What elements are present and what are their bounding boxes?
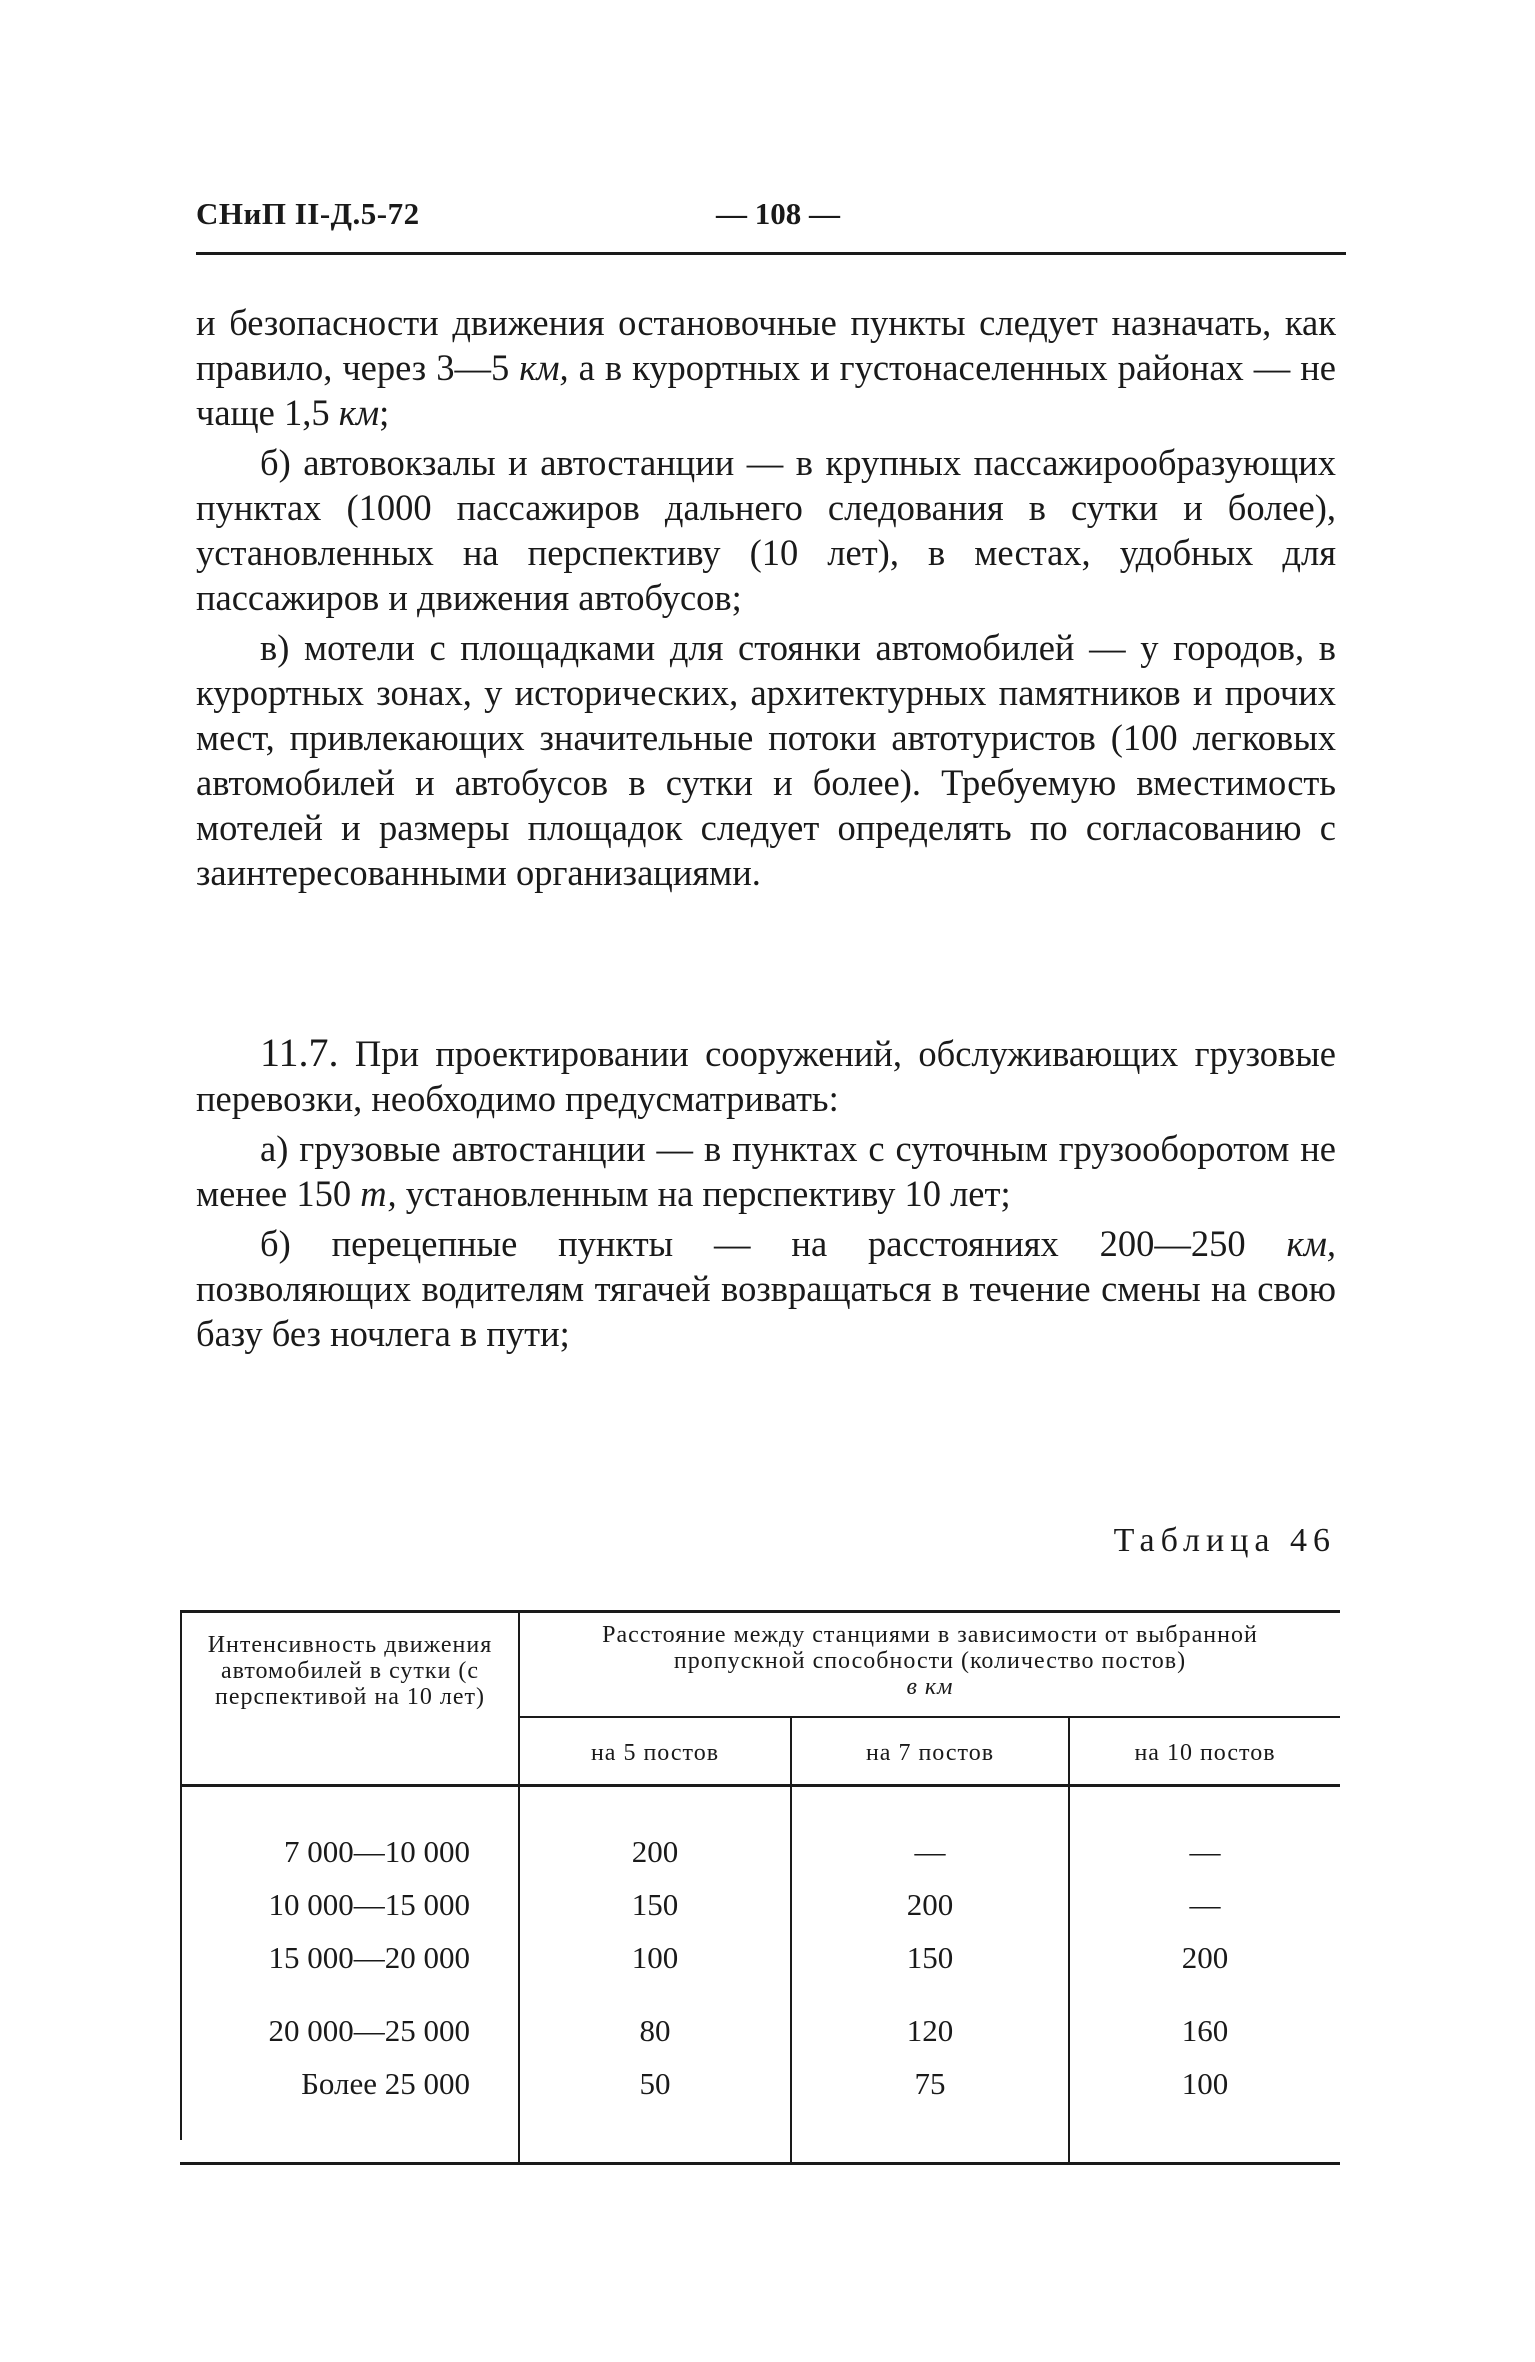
row-label: 7 000—10 000 bbox=[284, 1834, 470, 1869]
cell-5-posts: 200 bbox=[631, 1834, 679, 1869]
section-intro: 11.7. При проектировании сооружений, обслуживающих грузовые перевозки, необходимо предусматривать: bbox=[196, 1030, 1336, 1119]
section-item-b: б) перецепные пункты — на расстояниях 200—250 км, позволяющих водителям тягачей возвращаться в течение смены на свою базу без ночлега в пути; bbox=[196, 1223, 1336, 1354]
cell-10-posts: 160 bbox=[1181, 2013, 1229, 2048]
row-label: 20 000—25 000 bbox=[268, 2013, 470, 2048]
subheader-7-posts: на 7 постов bbox=[865, 1740, 995, 1766]
table-caption: Таблица 46 bbox=[1113, 1522, 1336, 1559]
row-label: Более 25 000 bbox=[301, 2066, 470, 2101]
document-code: СНиП II-Д.5-72 bbox=[196, 196, 420, 231]
header-rule bbox=[196, 252, 1346, 255]
row-label: 10 000—15 000 bbox=[268, 1887, 470, 1922]
page-number: — 108 — bbox=[716, 196, 840, 231]
cell-7-posts: 200 bbox=[906, 1887, 954, 1922]
section-11-7 bbox=[196, 1030, 1336, 1361]
page-header bbox=[196, 196, 1346, 244]
col-divider-2 bbox=[790, 1716, 792, 2165]
cell-7-posts: 120 bbox=[906, 2013, 954, 2048]
group-header: Расстояние между станциями в зависимости от выбранной пропускной способности (количество постов) в км bbox=[602, 1622, 1258, 1700]
data-table bbox=[180, 1610, 1340, 2170]
cell-10-posts: — bbox=[1189, 1887, 1221, 1922]
cell-10-posts: 100 bbox=[1181, 2066, 1229, 2101]
subheader-5-posts: на 5 постов bbox=[590, 1740, 720, 1766]
subheader-rule bbox=[520, 1716, 1340, 1718]
col-divider-1 bbox=[518, 1610, 520, 2165]
paragraph-item-b: б) автовокзалы и автостанции — в крупных пассажирообразующих пунктах (1000 пассажиров дальнего следования в сутки и более), установленных на перспективу (10 лет), в местах, удобных для пассажиров и движения автобусов; bbox=[196, 442, 1336, 618]
cell-7-posts: 75 bbox=[914, 2066, 946, 2101]
subheader-10-posts: на 10 постов bbox=[1134, 1740, 1276, 1766]
table-bottom-rule bbox=[180, 2162, 1340, 2165]
cell-5-posts: 80 bbox=[639, 2013, 671, 2048]
col-divider-3 bbox=[1068, 1716, 1070, 2165]
section-number: 11.7. bbox=[260, 1030, 339, 1075]
table-header-bottom-rule bbox=[180, 1784, 1340, 1787]
row-label: 15 000—20 000 bbox=[268, 1940, 470, 1975]
cell-5-posts: 50 bbox=[639, 2066, 671, 2101]
cell-7-posts: — bbox=[914, 1834, 946, 1869]
cell-10-posts: 200 bbox=[1181, 1940, 1229, 1975]
col0-header: Интенсивность движения автомобилей в сутки (с перспективой на 10 лет) bbox=[207, 1632, 493, 1710]
cell-10-posts: — bbox=[1189, 1834, 1221, 1869]
paragraph-continuation: и безопасности движения остановочные пункты следует назначать, как правило, через 3—5 км, а в курортных и густонаселенных районах — не чаще 1,5 км; bbox=[196, 302, 1336, 433]
cell-7-posts: 150 bbox=[906, 1940, 954, 1975]
left-border bbox=[180, 1610, 182, 2140]
paragraph-item-v: в) мотели с площадками для стоянки автомобилей — у городов, в курортных зонах, у исторических, архитектурных памятников и прочих мест, привлекающих значительные потоки автотуристов (100 легковых автомобилей и автобусов в сутки и более). Требуемую вместимость мотелей и размеры площадок следует определять по согласованию с заинтересованными организациями. bbox=[196, 627, 1336, 893]
cell-5-posts: 100 bbox=[631, 1940, 679, 1975]
section-item-a: а) грузовые автостанции — в пунктах с суточным грузооборотом не менее 150 т, установленным на перспективу 10 лет; bbox=[196, 1128, 1336, 1214]
cell-5-posts: 150 bbox=[631, 1887, 679, 1922]
table-top-rule bbox=[180, 1610, 1340, 1613]
body-text-top bbox=[196, 300, 1336, 900]
